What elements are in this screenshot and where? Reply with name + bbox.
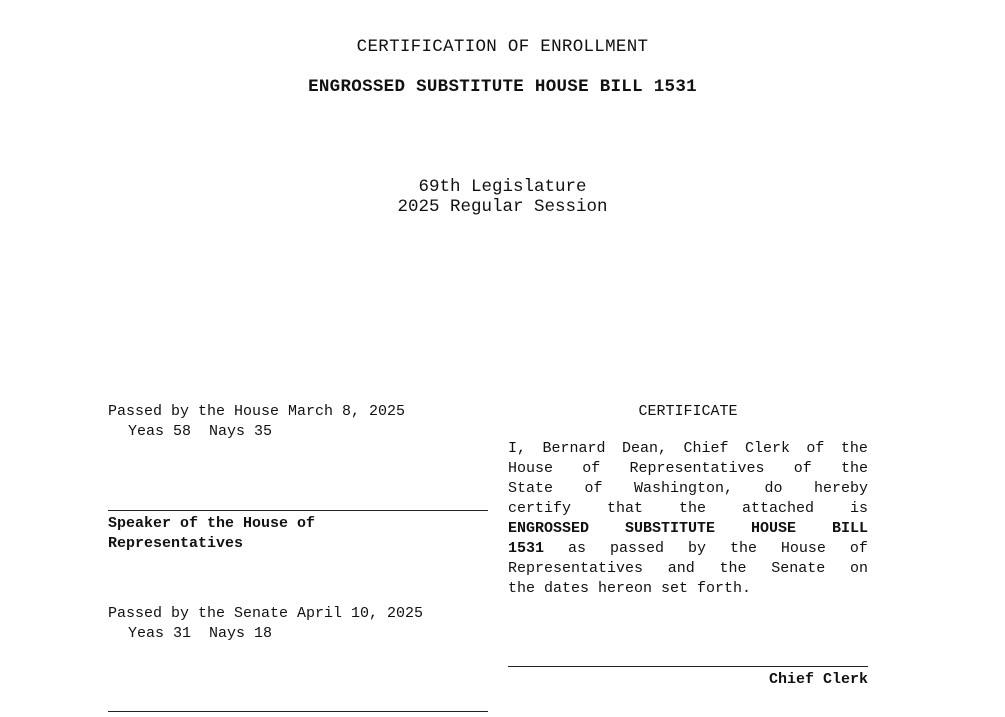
- certificate-word: BILL: [831, 520, 868, 537]
- certificate-line: [508, 539, 868, 559]
- legislature-label: 69th Legislature: [418, 177, 587, 197]
- certificate-word: the: [840, 440, 868, 457]
- certificate-word: Senate: [771, 560, 826, 577]
- certificate-word: House: [780, 540, 826, 557]
- certificate-word: of: [584, 480, 603, 497]
- certification-title: CERTIFICATION OF ENROLLMENT: [356, 37, 649, 57]
- speaker-title-line1: Speaker of the House of: [108, 515, 316, 532]
- senate-signature-line: [108, 711, 488, 712]
- certificate-word: Chief: [683, 440, 729, 457]
- certificate-line: [508, 579, 868, 599]
- certificate-word: 1531: [508, 540, 545, 557]
- house-passed-date: Passed by the House March 8, 2025: [108, 403, 406, 420]
- chief-clerk-signature-line: [508, 666, 868, 667]
- certificate-word: Bernard: [542, 440, 606, 457]
- certificate-word: ENGROSSED: [508, 520, 590, 537]
- certificate-word: by: [687, 540, 706, 557]
- certificate-word: passed: [609, 540, 664, 557]
- certificate-word: Washington,: [633, 480, 733, 497]
- certificate-word: the: [719, 560, 747, 577]
- certificate-word: is: [849, 500, 868, 517]
- certificate-word: Representatives: [508, 560, 644, 577]
- session-label: 2025 Regular Session: [397, 197, 608, 217]
- certificate-word: that: [606, 500, 643, 517]
- certificate-word: hereby: [813, 480, 868, 497]
- certificate-word: and: [667, 560, 695, 577]
- certificate-line: [508, 499, 868, 519]
- house-vote-tally: Yeas 58 Nays 35: [128, 423, 273, 440]
- chief-clerk-title: Chief Clerk: [768, 671, 868, 688]
- certificate-word: HOUSE: [750, 520, 796, 537]
- speaker-title-line2: Representatives: [108, 535, 244, 552]
- certificate-word: do: [764, 480, 783, 497]
- legislature-session: [0, 177, 1005, 217]
- certificate-line: [508, 479, 868, 499]
- certificate-word: certify: [508, 500, 572, 517]
- certificate-line: [508, 519, 868, 539]
- bill-title: ENGROSSED SUBSTITUTE HOUSE BILL 1531: [308, 77, 697, 97]
- certificate-word: on: [849, 560, 868, 577]
- speaker-signature-line: [108, 510, 488, 511]
- certificate-word: attached: [741, 500, 814, 517]
- certificate-word: Dean,: [621, 440, 667, 457]
- certificate-word: I,: [508, 440, 527, 457]
- certificate-word: of: [849, 540, 868, 557]
- senate-vote-tally: Yeas 31 Nays 18: [128, 625, 273, 642]
- certificate-word: Clerk: [744, 440, 790, 457]
- certificate-line: [508, 559, 868, 579]
- certificate-line: [508, 439, 868, 459]
- certificate-word: the: [729, 540, 757, 557]
- certificate-word: Representatives: [629, 460, 765, 477]
- certificate-word: the: [840, 460, 868, 477]
- certificate-word: of: [806, 440, 825, 457]
- senate-passed-date: Passed by the Senate April 10, 2025: [108, 605, 424, 622]
- certificate-heading: CERTIFICATE: [638, 403, 738, 420]
- certificate-word: the: [678, 500, 706, 517]
- certificate-word: of: [582, 460, 601, 477]
- certificate-word: House: [508, 460, 554, 477]
- certificate-word: of: [793, 460, 812, 477]
- certificate-word: State: [508, 480, 554, 497]
- certificate-word: as: [567, 540, 586, 557]
- certificate-line: [508, 459, 868, 479]
- certificate-text: [508, 439, 868, 599]
- certificate-word: the dates hereon set forth.: [508, 580, 752, 597]
- certificate-word: SUBSTITUTE: [624, 520, 715, 537]
